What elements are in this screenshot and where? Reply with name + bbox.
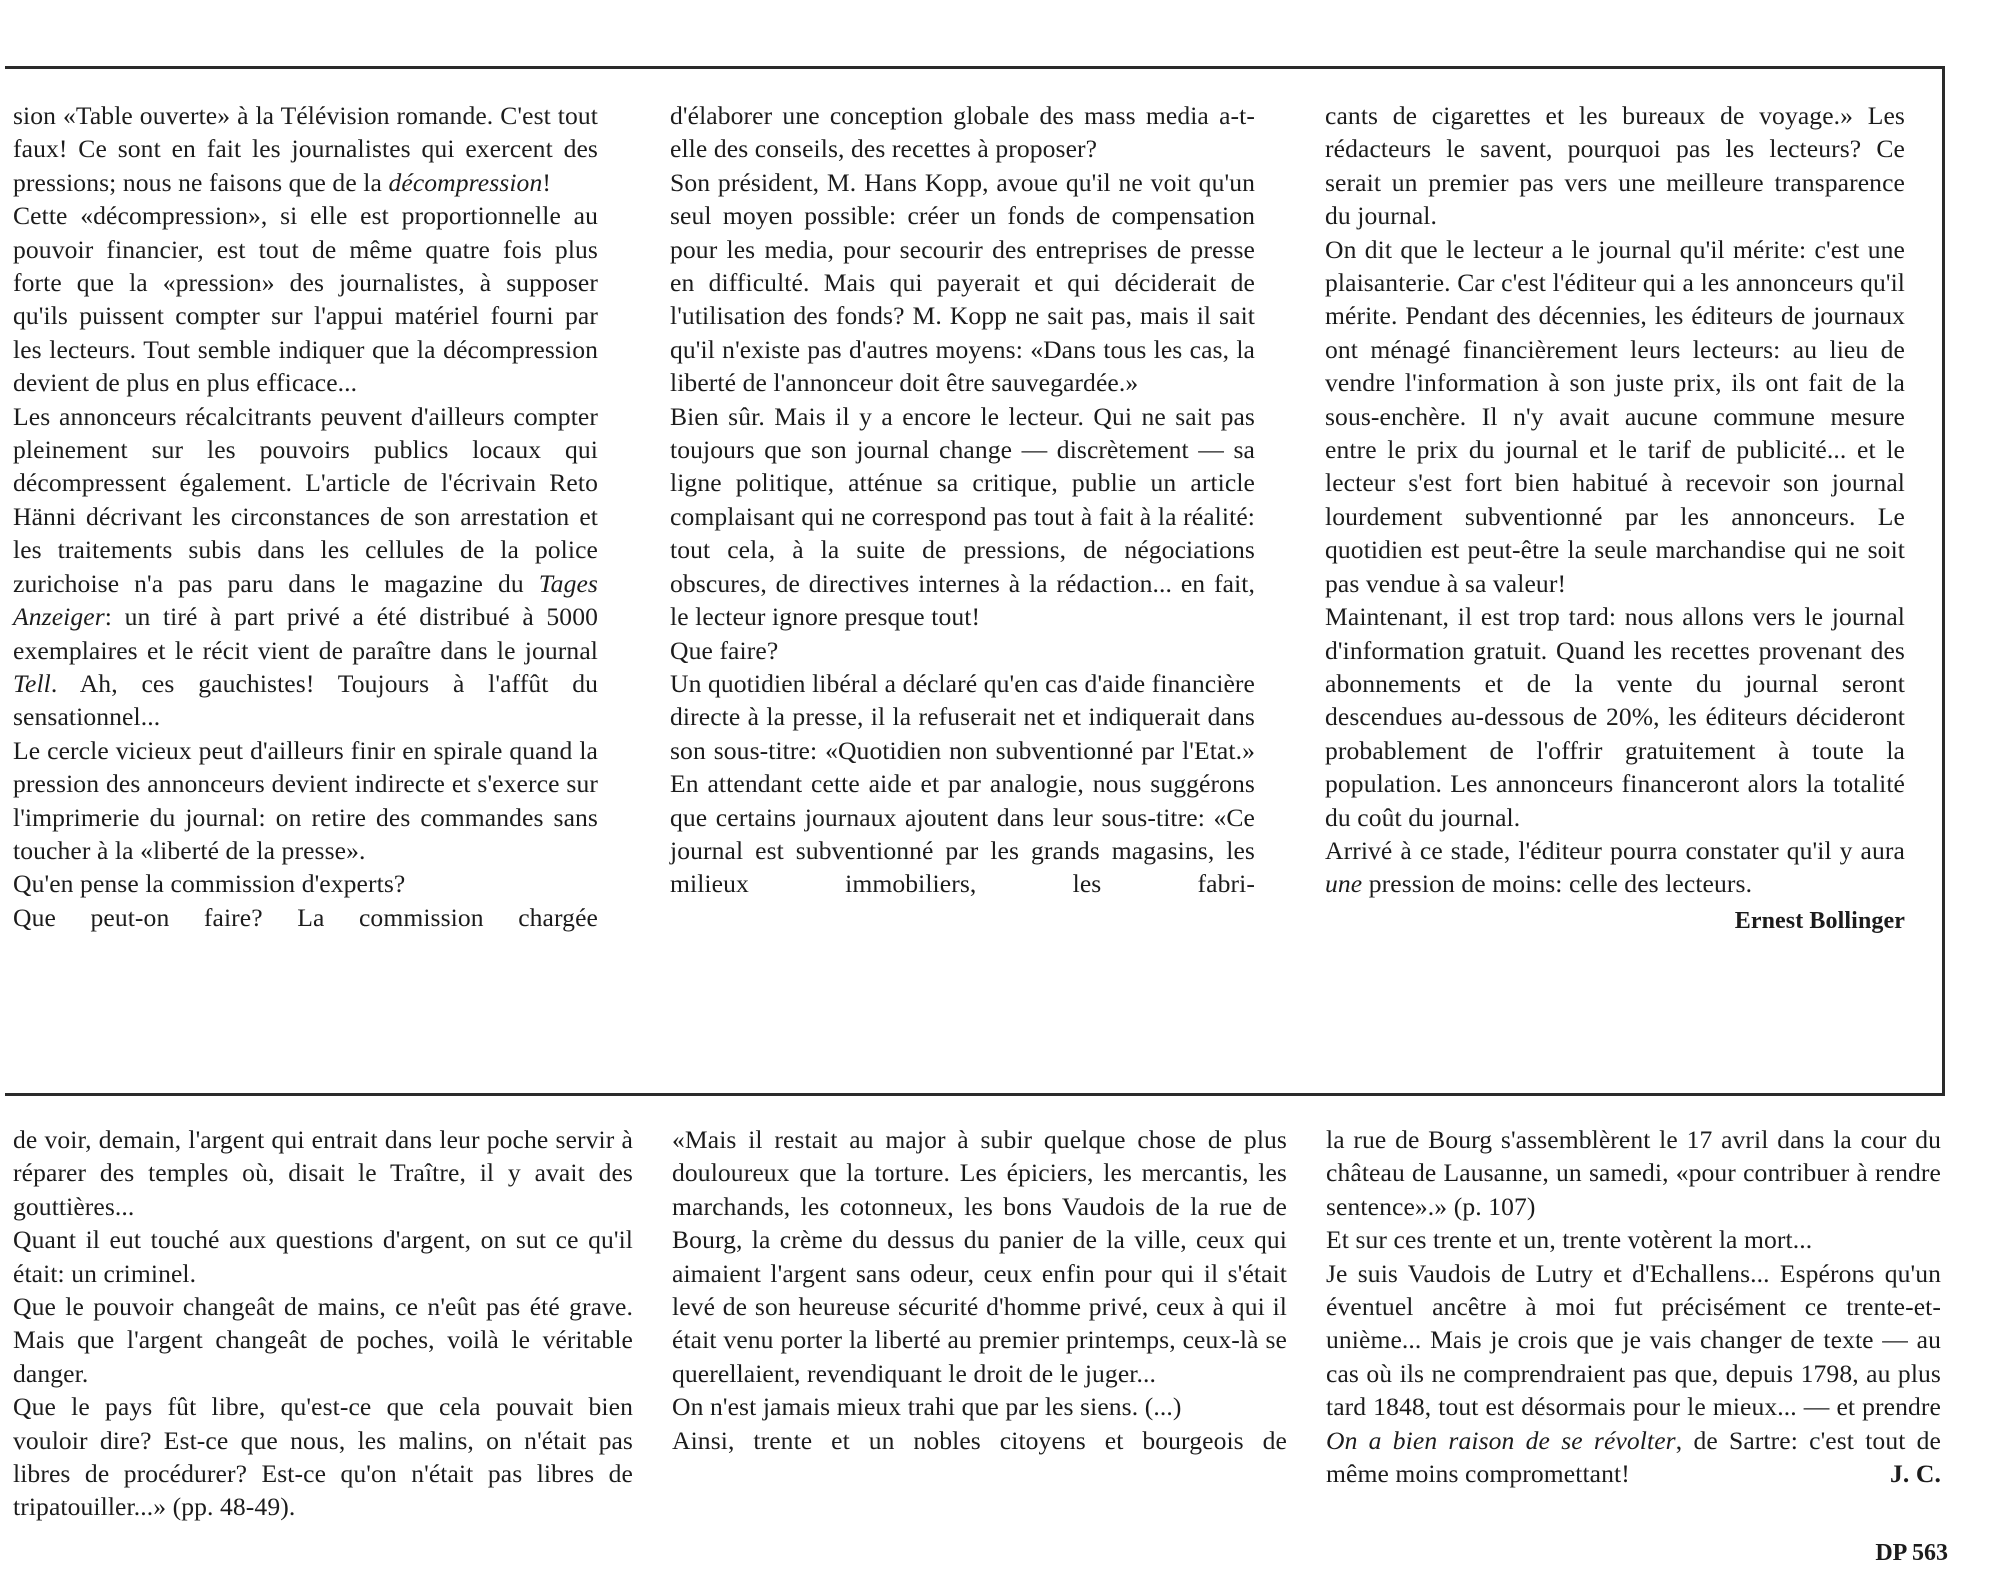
paragraph: Que faire?: [670, 635, 779, 665]
paragraph: Les annonceurs récalcitrants peuvent d'ailleurs compter pleinement sur les pouvoirs publics locaux qui décompressent également. L'article de l'écrivain Reto Hänni décrivant les circonstances de son arrestation et les traitements subis dans les cellules de la police zurichoise n'a pas paru dans le magazine du Tages Anzeiger: un tiré à part privé a été distribué à 5000 exemplaires et le récit vient de paraître dans le journal Tell. Ah, ces gauchistes! Toujours à l'affût du sensationnel...: [13, 401, 598, 732]
boxed-article: [5, 66, 1945, 1096]
lower-column-1: [13, 1123, 633, 1524]
paragraph: Arrivé à ce stade, l'éditeur pourra constater qu'il y aura une pression de moins: celle des lecteurs.: [1325, 835, 1905, 899]
lower-column-3: [1326, 1123, 1941, 1490]
paragraph: Le cercle vicieux peut d'ailleurs finir en spirale quand la pression des annonceurs devient indirecte et s'exerce sur l'imprimerie du journal: on retire des commandes sans toucher à la «liberté de la presse».: [13, 735, 598, 865]
paragraph: de voir, demain, l'argent qui entrait dans leur poche servir à réparer des temples où, disait le Traître, il y avait des gouttières...: [13, 1125, 633, 1221]
boxed-column-2: [670, 99, 1255, 901]
paragraph: On n'est jamais mieux trahi que par les siens. (...): [672, 1392, 1182, 1422]
paragraph: cants de cigarettes et les bureaux de voyage.» Les rédacteurs le savent, pourquoi pas les lecteurs? Ce serait un premier pas vers une meilleure transparence du journal.: [1325, 101, 1905, 231]
paragraph: Un quotidien libéral a déclaré qu'en cas d'aide financière directe à la presse, il la refuserait net et indiquerait dans son sous-titre: «Quotidien non subventionné par l'Etat.» En attendant cette aide et par analogie, nous suggérons que certains journaux ajoutent dans leur sous-titre: «Ce journal est subventionné par les grands magasins, les milieux immobiliers, les fabri-: [670, 668, 1255, 899]
author-initials: J. C.: [1890, 1459, 1941, 1489]
paragraph: Je suis Vaudois de Lutry et d'Echallens... Espérons qu'un éventuel ancêtre à moi fut précisément ce trente-et-unième... Mais je crois que je vais changer de texte — au cas où ils ne comprendraient pas que, depuis 1798, au plus tard 1848, tout est désormais pour le mieux... — et prendre On a bien raison de se révolter, de Sartre: c'est tout de même moins compromettant! J. C.: [1326, 1257, 1941, 1491]
paragraph: Qu'en pense la commission d'experts?: [13, 869, 406, 899]
paragraph: Ainsi, trente et un nobles citoyens et bourgeois de: [672, 1425, 1287, 1455]
boxed-column-1: [13, 99, 598, 934]
paragraph: la rue de Bourg s'assemblèrent le 17 avril dans la cour du château de Lausanne, un samedi, «pour contribuer à rendre sentence».» (p. 107): [1326, 1125, 1941, 1221]
paragraph: Son président, M. Hans Kopp, avoue qu'il ne voit qu'un seul moyen possible: créer un fonds de compensation pour les media, pour secourir des entreprises de presse en difficulté. Mais qui payerait et qui déciderait de l'utilisation des fonds? M. Kopp ne sait pas, mais il sait qu'il n'existe pas d'autres moyens: «Dans tous les cas, la liberté de l'annonceur doit être sauvegardée.»: [670, 167, 1255, 398]
paragraph: «Mais il restait au major à subir quelque chose de plus douloureux que la torture. Les épiciers, les mercantis, les marchands, les cotonneux, les bons Vaudois de la rue de Bourg, la crème du dessus du panier de la ville, ceux qui aimaient l'argent sans odeur, ceux enfin pour qui il s'était levé de son heureuse sécurité d'homme privé, ceux à qui il était venu porter la liberté au premier printemps, ceux-là se querellaient, revendiquant le droit de le juger...: [672, 1125, 1287, 1388]
paragraph: Maintenant, il est trop tard: nous allons vers le journal d'information gratuit. Quand les recettes provenant des abonnements et de la vente du journal seront descendues au-dessous de 20%, les éditeurs décideront probablement de l'offrir gratuitement à toute la population. Les annonceurs financeront alors la totalité du coût du journal.: [1325, 602, 1905, 832]
paragraph: Et sur ces trente et un, trente votèrent la mort...: [1326, 1225, 1813, 1255]
paragraph: Quant il eut touché aux questions d'argent, on sut ce qu'il était: un criminel.: [13, 1225, 633, 1288]
paragraph: Que peut-on faire? La commission chargée: [13, 902, 598, 932]
paragraph: Bien sûr. Mais il y a encore le lecteur. Qui ne sait pas toujours que son journal change — discrètement — sa ligne politique, atténue sa critique, publie un article complaisant qui ne correspond pas tout à fait à la réalité: tout cela, à la suite de pressions, de négociations obscures, de directives internes à la rédaction... en fait, le lecteur ignore presque tout!: [670, 401, 1255, 632]
paragraph: sion «Table ouverte» à la Télévision romande. C'est tout faux! Ce sont en fait les journalistes qui exercent des pressions; nous ne faisons que de la décompression!: [13, 101, 598, 197]
paragraph: Que le pouvoir changeât de mains, ce n'eût pas été grave. Mais que l'argent changeât de poches, voilà le véritable danger.: [13, 1292, 633, 1388]
paragraph: On dit que le lecteur a le journal qu'il mérite: c'est une plaisanterie. Car c'est l'éditeur qui a les annonceurs qu'il mérite. Pendant des décennies, les éditeurs de journaux ont ménagé financièrement leurs lecteurs: au lieu de vendre l'information à son juste prix, ils ont fait de la sous-enchère. Il n'y avait aucune commune mesure entre le prix du journal et le tarif de publicité... et le lecteur s'est fort bien habitué à recevoir son journal lourdement subventionné par les annonceurs. Le quotidien est peut-être la seule marchandise qui ne soit pas vendue à sa valeur!: [1325, 234, 1905, 598]
paragraph: Que le pays fût libre, qu'est-ce que cela pouvait bien vouloir dire? Est-ce que nous, les malins, on n'était pas libres de procédurer? Est-ce qu'on n'était pas libres de tripatouiller...» (pp. 48-49).: [13, 1392, 633, 1522]
paragraph: d'élaborer une conception globale des mass media a-t-elle des conseils, des recettes à proposer?: [670, 101, 1255, 164]
lower-column-2: [672, 1123, 1287, 1457]
paragraph: Cette «décompression», si elle est proportionnelle au pouvoir financier, est tout de même quatre fois plus forte que la «pression» des journalistes, à supposer qu'ils puissent compter sur l'appui matériel fourni par les lecteurs. Tout semble indiquer que la décompression devient de plus en plus efficace...: [13, 201, 598, 398]
boxed-column-3: [1325, 99, 1905, 938]
author-signature: Ernest Bollinger: [1734, 907, 1905, 934]
page-number: DP 563: [1875, 1540, 1948, 1566]
